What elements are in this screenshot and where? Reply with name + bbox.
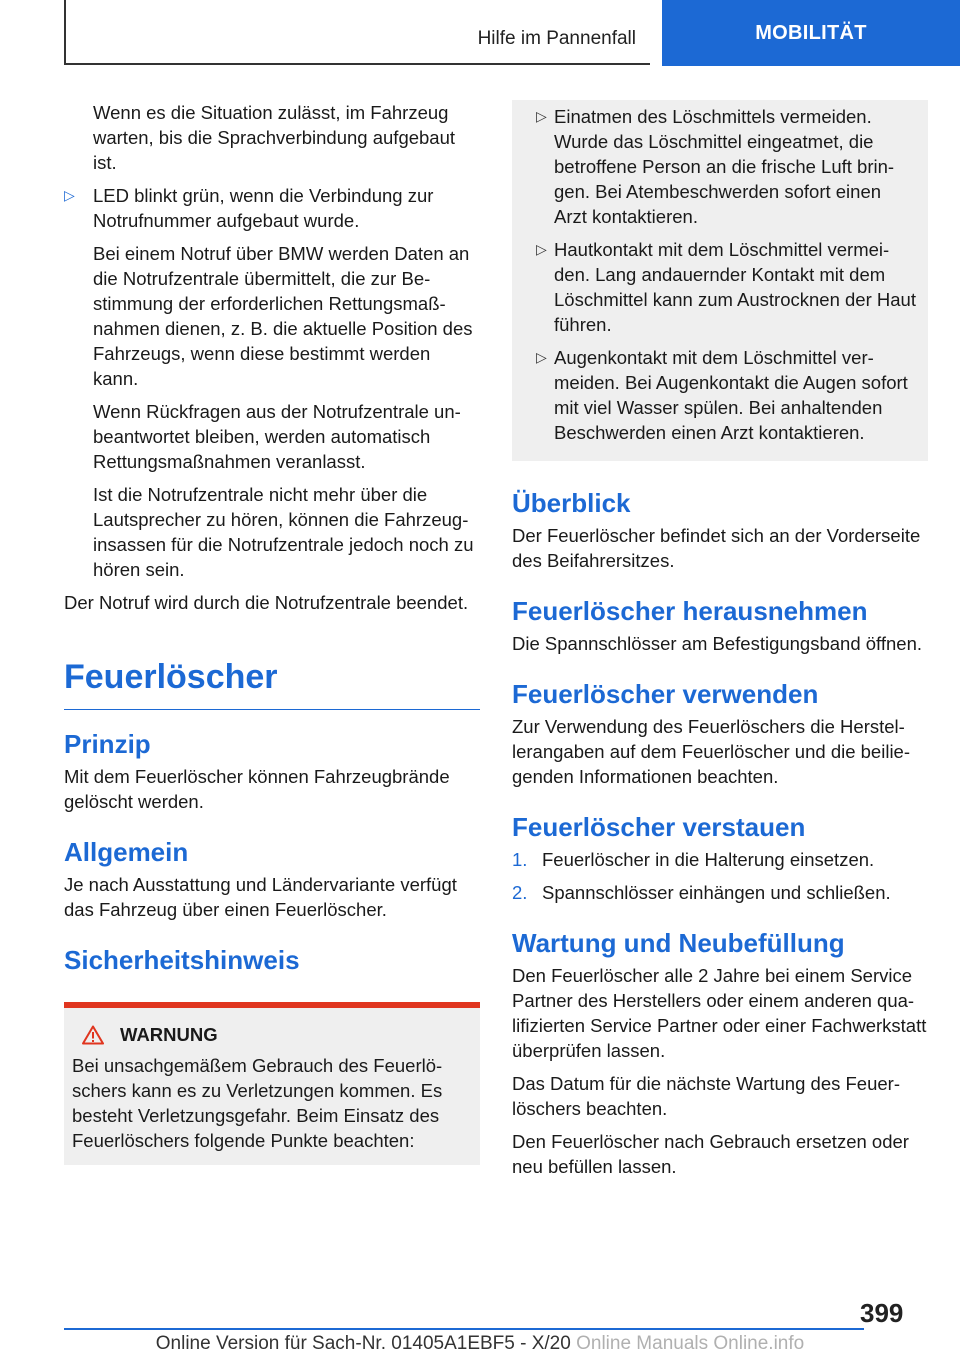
paragraph-daten: Bei einem Notruf über BMW werden Daten an die Notrufzentrale übermittelt, die zur Bestimmung der erforderlichen Rettungsmaßnahmen dienen, z. B. die aktuelle Position des Fahrzeugs, wenn diese bestimmt werden kann. [93, 243, 473, 389]
bullet-led-text: LED blinkt grün, wenn die Verbindung zur Notrufnummer aufgebaut wurde. [93, 185, 434, 231]
footer [0, 1333, 960, 1355]
list-item-text: Augenkontakt mit dem Löschmittel vermeiden. Bei Augenkontakt die Augen sofort mit viel Wasser spülen. Bei anhaltenden Beschwerden einen Arzt kontaktieren. [554, 347, 908, 443]
heading-allgemein: Allgemein [64, 837, 189, 867]
paragraph-ueberblick: Der Feuerlöscher befindet sich an der Vorderseite des Beifahrersitzes. [512, 525, 921, 571]
chapter-tab-label: MOBILITÄT [755, 21, 867, 44]
paragraph-rueckfragen: Wenn Rückfragen aus der Notrufzentrale unbeantwortet bleiben, werden automatisch Rettungsmaßnahmen veranlasst. [93, 401, 461, 472]
triangle-bullet-icon: ▷ [64, 187, 75, 203]
footer-rule [64, 1328, 864, 1330]
warning-triangle-icon [82, 1025, 104, 1045]
heading-sicherheitshinweis: Sicherheitshinweis [64, 945, 300, 975]
heading-herausnehmen: Feuerlöscher herausnehmen [512, 596, 868, 626]
warning-continuation-box [512, 100, 928, 461]
left-column [64, 100, 480, 1165]
page-number: 399 [860, 1298, 904, 1328]
step-number: 1. [512, 849, 528, 870]
header-section-title: Hilfe im Pannenfall [477, 28, 636, 49]
triangle-bullet-icon: ▷ [536, 349, 547, 365]
header-left-rule [64, 0, 66, 64]
step-item [512, 847, 928, 872]
warning-box [64, 1002, 480, 1165]
paragraph-herausnehmen: Die Spannschlösser am Befestigungsband öffnen. [512, 633, 923, 654]
paragraph-prinzip: Mit dem Feuerlöscher können Fahrzeugbrände gelöscht werden. [64, 766, 450, 812]
step-text: Feuerlöscher in die Halterung einsetzen. [542, 849, 875, 870]
paragraph-allgemein: Je nach Ausstattung und Ländervariante verfügt das Fahrzeug über einen Feuerlöscher. [64, 874, 457, 920]
heading-verstauen: Feuerlöscher verstauen [512, 812, 806, 842]
step-item [512, 880, 928, 905]
paragraph-verwenden: Zur Verwendung des Feuerlöschers die Herstellerangaben auf dem Feuerlöscher und die beiliegenden Informationen beachten. [512, 716, 911, 787]
list-item [522, 104, 916, 229]
step-number: 2. [512, 882, 528, 903]
warning-title: WARNUNG [120, 1024, 218, 1045]
list-item-text: Einatmen des Löschmittels vermeiden. Wurde das Löschmittel eingeatmet, die betroffene Person an die frische Luft bringen. Bei Atembeschwerden sofort einen Arzt kontaktieren. [554, 106, 895, 227]
triangle-bullet-icon: ▷ [536, 241, 547, 257]
list-item [522, 237, 916, 337]
heading-prinzip: Prinzip [64, 729, 151, 759]
warning-text: Bei unsachgemäßem Gebrauch des Feuerlöschers kann es zu Verletzungen kommen. Es besteht Verletzungsgefahr. Beim Einsatz des Feuerlöschers folgende Punkte beachten: [72, 1055, 443, 1151]
paragraph-wartung-3: Den Feuerlöscher nach Gebrauch ersetzen oder neu befüllen lassen. [512, 1131, 909, 1177]
heading-ueberblick: Überblick [512, 488, 631, 518]
paragraph-beendet: Der Notruf wird durch die Notrufzentrale beendet. [64, 592, 469, 613]
paragraph-wartung-1: Den Feuerlöscher alle 2 Jahre bei einem Service Partner des Herstellers oder einem anderen qualifizierten Service Partner oder einer Fachwerkstatt überprüfen lassen. [512, 965, 927, 1061]
header-rule [64, 63, 650, 65]
footer-watermark: Online Manuals Online.info [576, 1333, 805, 1354]
heading-verwenden: Feuerlöscher verwenden [512, 679, 819, 709]
paragraph-lautsprecher: Ist die Notrufzentrale nicht mehr über die Lautsprecher zu hören, können die Fahrzeuginsassen für die Notrufzentrale jedoch noch zu hören sein. [93, 484, 474, 580]
paragraph-intro: Wenn es die Situation zulässt, im Fahrzeug warten, bis die Sprachverbindung aufgebaut ist. [93, 102, 456, 173]
paragraph-wartung-2: Das Datum für die nächste Wartung des Feuerlöschers beachten. [512, 1073, 900, 1119]
section-title: Feuerlöscher [64, 657, 480, 710]
footer-text: Online Version für Sach-Nr. 01405A1EBF5 - X/20 [155, 1333, 571, 1354]
bullet-led [64, 183, 480, 233]
heading-wartung: Wartung und Neubefüllung [512, 928, 845, 958]
step-text: Spannschlösser einhängen und schließen. [542, 882, 891, 903]
list-item [522, 345, 916, 445]
triangle-bullet-icon: ▷ [536, 108, 547, 124]
warning-header [72, 1022, 472, 1047]
list-item-text: Hautkontakt mit dem Löschmittel vermeiden. Lang andauernder Kontakt mit dem Löschmittel kann zum Austrocknen der Haut führen. [554, 239, 916, 335]
chapter-tab[interactable] [662, 0, 960, 66]
right-column [512, 100, 928, 1187]
